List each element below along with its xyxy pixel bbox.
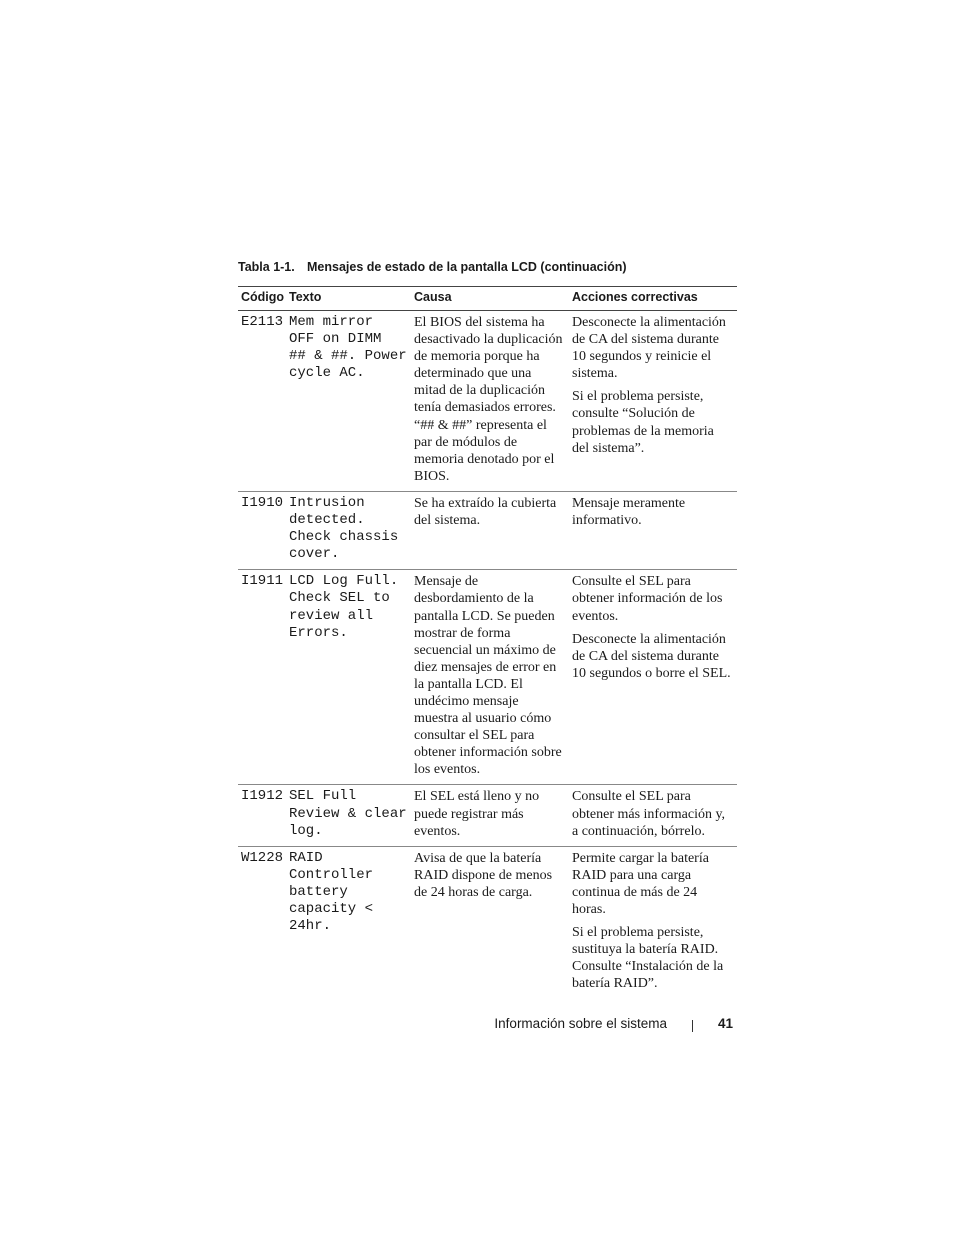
footer-divider bbox=[692, 1020, 693, 1032]
action-paragraph: Permite cargar la batería RAID para una carga continua de más de 24 horas. bbox=[572, 850, 709, 917]
cell-actions bbox=[569, 570, 737, 785]
cell-text: LCD Log Full. Check SEL to review all Errors. bbox=[286, 570, 411, 785]
cell-actions bbox=[569, 846, 737, 998]
cell-text: RAID Controller battery capacity < 24hr. bbox=[289, 849, 374, 935]
cell-code: I1910 bbox=[238, 491, 286, 569]
action-paragraph: Si el problema persiste, consulte “Solución de problemas de la memoria del sistema”. bbox=[572, 389, 714, 456]
cell-actions bbox=[569, 311, 737, 492]
table-title: Mensajes de estado de la pantalla LCD (continuación) bbox=[307, 260, 627, 274]
cell-cause: El BIOS del sistema ha desactivado la duplicación de memoria porque ha determinado que una mitad de la duplicación tenía demasiados errores. “## & ##” representa el par de módulos de memoria denotado por el BIOS. bbox=[411, 311, 569, 492]
table-row bbox=[238, 785, 737, 846]
cell-code: W1228 bbox=[241, 849, 284, 866]
cell-text: Mem mirror OFF on DIMM ## & ##. Power cycle AC. bbox=[286, 311, 411, 492]
cell-cause: Se ha extraído la cubierta del sistema. bbox=[411, 491, 569, 569]
cell-text: Intrusion detected. Check chassis cover. bbox=[286, 491, 411, 569]
table-header-row bbox=[238, 287, 737, 311]
header-actions: Acciones correctivas bbox=[569, 287, 737, 311]
cell-code: E2113 bbox=[238, 311, 286, 492]
header-text: Texto bbox=[286, 287, 411, 311]
action-paragraph: Consulte el SEL para obtener más información y, a continuación, bórrelo. bbox=[572, 789, 726, 839]
table-row bbox=[238, 311, 737, 492]
header-cause: Causa bbox=[411, 287, 569, 311]
action-paragraph: Desconecte la alimentación de CA del sistema durante 10 segundos y reinicie el sistema. bbox=[572, 315, 726, 382]
page-footer bbox=[0, 1016, 954, 1036]
page-number: 41 bbox=[717, 1016, 733, 1031]
cell-actions bbox=[569, 491, 737, 569]
cell-cause: Mensaje de desbordamiento de la pantalla LCD. Se pueden mostrar de forma secuencial un máximo de diez mensajes de error en la pantalla LCD. El undécimo mensaje muestra al usuario cómo consultar el SEL para obtener información sobre los eventos. bbox=[411, 570, 569, 785]
footer-section-title: Información sobre el sistema bbox=[494, 1016, 667, 1031]
cell-code: I1912 bbox=[238, 785, 286, 846]
cell-cause: Avisa de que la batería RAID dispone de menos de 24 horas de carga. bbox=[414, 850, 553, 900]
table-row bbox=[238, 491, 737, 569]
action-paragraph: Si el problema persiste, sustituya la batería RAID. Consulte “Instalación de la batería RAID”. bbox=[572, 925, 724, 992]
table-number: Tabla 1-1. bbox=[238, 260, 295, 274]
action-paragraph: Desconecte la alimentación de CA del sistema durante 10 segundos o borre el SEL. bbox=[572, 631, 731, 681]
action-paragraph: Consulte el SEL para obtener información de los eventos. bbox=[572, 574, 723, 624]
table-caption bbox=[238, 260, 627, 274]
table-row bbox=[238, 570, 737, 785]
cell-text: SEL Full Review & clear log. bbox=[286, 785, 411, 846]
header-code: Código bbox=[238, 287, 286, 311]
action-paragraph: Mensaje meramente informativo. bbox=[572, 495, 686, 529]
cell-cause: El SEL está lleno y no puede registrar más eventos. bbox=[411, 785, 569, 846]
cell-actions bbox=[569, 785, 737, 846]
table-row bbox=[238, 846, 737, 998]
lcd-status-messages-table bbox=[238, 286, 737, 998]
cell-code: I1911 bbox=[238, 570, 286, 785]
